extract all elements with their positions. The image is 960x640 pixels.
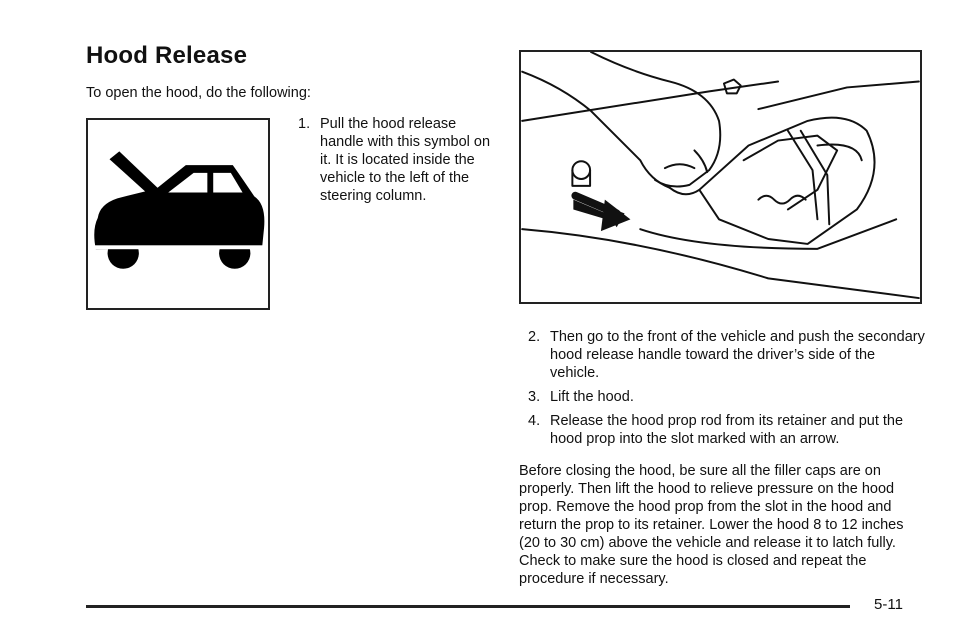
- step-list-right: [528, 328, 928, 454]
- hood-release-handle-illustration: [521, 52, 920, 302]
- step-number: 1.: [298, 116, 311, 132]
- step-text: Lift the hood.: [550, 389, 634, 405]
- intro-text: To open the hood, do the following:: [86, 85, 311, 101]
- page-title: Hood Release: [86, 42, 248, 69]
- step-item: [528, 388, 928, 406]
- step-text: Release the hood prop rod from its retainer and put the hood prop into the slot marked with an arrow.: [550, 413, 904, 447]
- step-text: Then go to the front of the vehicle and push the secondary hood release handle toward the driver’s side of the vehicle.: [550, 329, 925, 381]
- page-number: 5-11: [874, 596, 903, 613]
- step-item: [528, 328, 928, 382]
- hood-open-car-icon: [88, 120, 268, 308]
- hood-release-illustration: [519, 50, 922, 304]
- step-item: [298, 115, 498, 205]
- step-list-left: [298, 115, 498, 211]
- closing-paragraph: Before closing the hood, be sure all the filler caps are on properly. Then lift the hood to relieve pressure on the hood prop. Remove the hood prop from the slot in the hood and return the prop to its retainer. Lower the hood 8 to 12 inches (20 to 30 cm) above the vehicle and release it to latch fully. Check to make sure the hood is closed and repeat the procedure if necessary.: [519, 463, 904, 587]
- step-number: 3.: [528, 389, 541, 405]
- hood-release-symbol: [86, 118, 270, 310]
- step-text: Pull the hood release handle with this symbol on it. It is located inside the vehicle to the left of the steering column.: [320, 116, 491, 204]
- footer-rule: [86, 605, 850, 608]
- step-item: [528, 412, 928, 448]
- step-number: 2.: [528, 329, 541, 345]
- step-number: 4.: [528, 413, 541, 429]
